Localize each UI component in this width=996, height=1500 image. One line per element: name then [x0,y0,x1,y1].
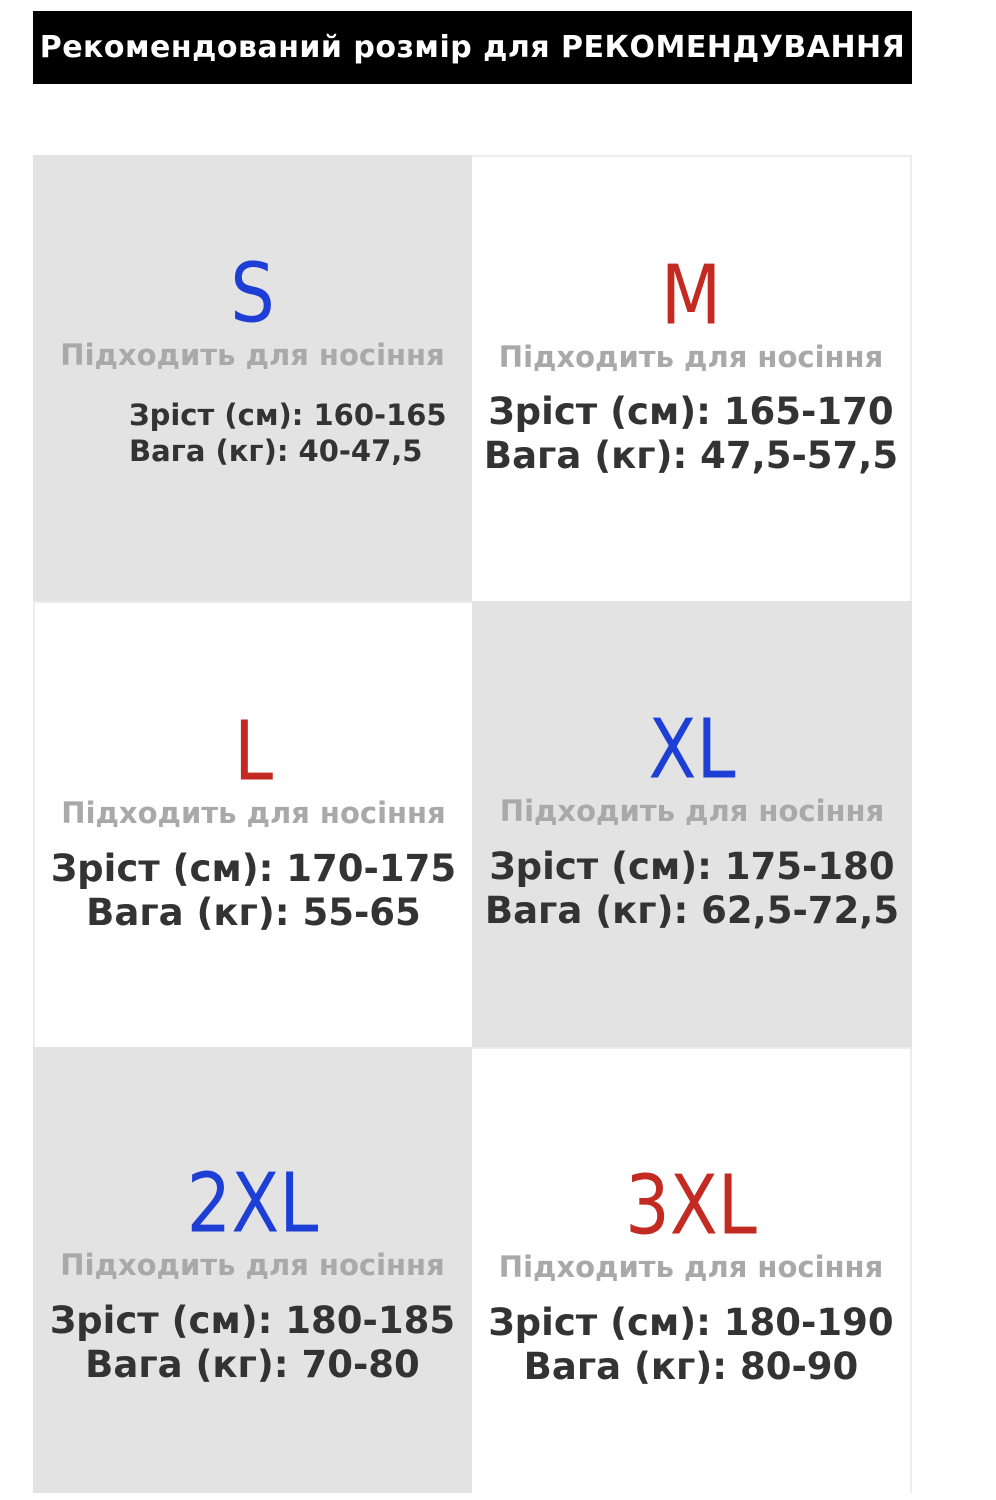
height-range: Зріст (см): 160-165 [129,398,447,432]
size-label: XL [648,702,736,798]
height-range: Зріст (см): 170-175 [50,847,457,890]
weight-range: Вага (кг): 80-90 [523,1345,859,1388]
weight-range: Вага (кг): 70-80 [85,1343,420,1386]
height-range: Зріст (см): 180-185 [49,1299,456,1342]
weight-range: Вага (кг): 55-65 [86,891,421,934]
size-card-xl [472,601,912,1047]
height-range: Зріст (см): 165-170 [488,390,894,433]
size-specs [472,1301,910,1389]
fit-label: Підходить для носіння [498,1250,884,1284]
size-card-3xl [472,1047,912,1493]
size-card-l [33,601,472,1047]
size-specs [35,847,472,935]
fit-label: Підходить для носіння [499,794,885,828]
size-label: 2XL [186,1156,319,1252]
size-card-m [472,155,912,601]
size-chart-grid [33,155,912,1493]
fit-label: Підходить для носіння [61,796,446,830]
height-range: Зріст (см): 175-180 [489,845,895,888]
weight-range: Вага (кг): 47,5-57,5 [483,434,899,477]
size-specs [33,1299,472,1387]
size-label: M [660,248,722,344]
fit-label: Підходить для носіння [60,1248,445,1282]
size-label: L [233,704,274,800]
size-label: 3XL [625,1158,757,1254]
size-card-s [33,155,472,601]
size-specs [129,397,472,469]
page-title: Рекомендований розмір для РЕКОМЕНДУВАННЯ [33,11,912,84]
fit-label: Підходить для носіння [498,340,884,374]
size-specs [472,845,912,933]
weight-range: Вага (кг): 62,5-72,5 [484,889,900,932]
size-specs [472,390,910,478]
height-range: Зріст (см): 180-190 [488,1301,894,1344]
weight-range: Вага (кг): 40-47,5 [129,434,423,468]
fit-label: Підходить для носіння [60,338,445,372]
size-card-2xl [33,1047,472,1493]
size-label: S [230,246,275,342]
